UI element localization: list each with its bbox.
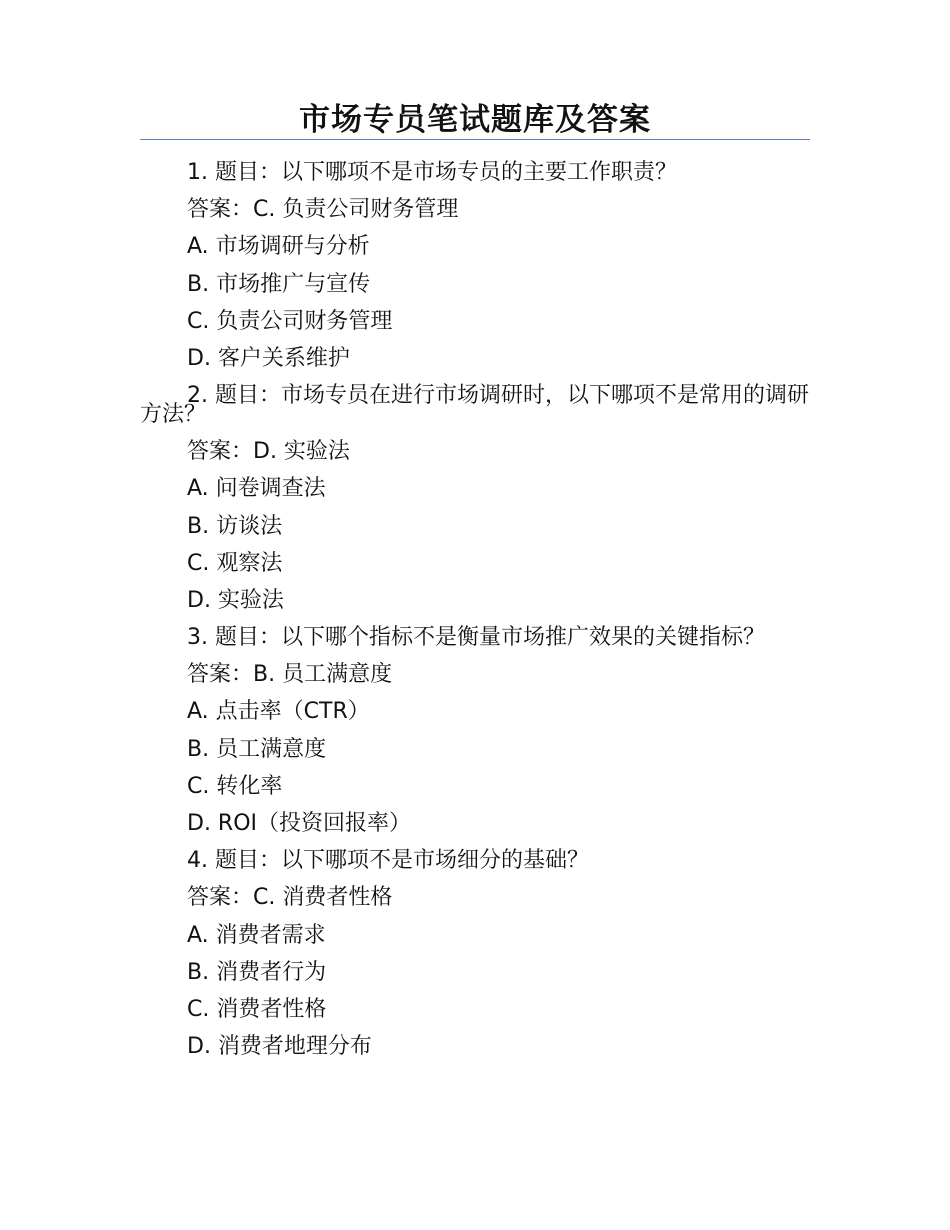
q2-option-b: B. 访谈法 — [187, 513, 283, 539]
q4-option-b: B. 消费者行为 — [187, 959, 327, 985]
q4-option-d: D. 消费者地理分布 — [187, 1034, 372, 1060]
q4-question: 4. 题目：以下哪项不是市场细分的基础？ — [187, 848, 589, 874]
question-list — [140, 154, 810, 1065]
q3-question: 3. 题目：以下哪个指标不是衡量市场推广效果的关键指标？ — [187, 625, 765, 651]
q2-option-c: C. 观察法 — [187, 550, 283, 576]
title-underline — [140, 139, 810, 140]
q1-option-b: B. 市场推广与宣传 — [187, 271, 371, 297]
q4-answer: 答案：C. 消费者性格 — [187, 885, 393, 911]
q1-option-d: D. 客户关系维护 — [187, 346, 350, 372]
q3-option-b: B. 员工满意度 — [187, 736, 327, 762]
q2-option-a: A. 问卷调查法 — [187, 476, 326, 502]
q3-option-d: D. ROI（投资回报率） — [187, 811, 412, 837]
q3-option-a: A. 点击率（CTR） — [187, 699, 370, 725]
q2-option-d: D. 实验法 — [187, 588, 284, 614]
q2-answer: 答案：D. 实验法 — [187, 439, 350, 465]
q4-option-a: A. 消费者需求 — [187, 922, 326, 948]
q1-option-a: A. 市场调研与分析 — [187, 234, 370, 260]
q3-option-c: C. 转化率 — [187, 773, 283, 799]
q3-answer: 答案：B. 员工满意度 — [187, 662, 393, 688]
q1-answer: 答案：C. 负责公司财务管理 — [187, 197, 459, 223]
q4-option-c: C. 消费者性格 — [187, 997, 327, 1023]
q1-question: 1. 题目：以下哪项不是市场专员的主要工作职责？ — [187, 160, 677, 185]
q1-option-c: C. 负责公司财务管理 — [187, 308, 393, 334]
q2-question: 2. 题目：市场专员在进行市场调研时，以下哪项不是常用的调研方法？ — [140, 383, 809, 428]
document-title: 市场专员笔试题库及答案 — [299, 102, 651, 138]
